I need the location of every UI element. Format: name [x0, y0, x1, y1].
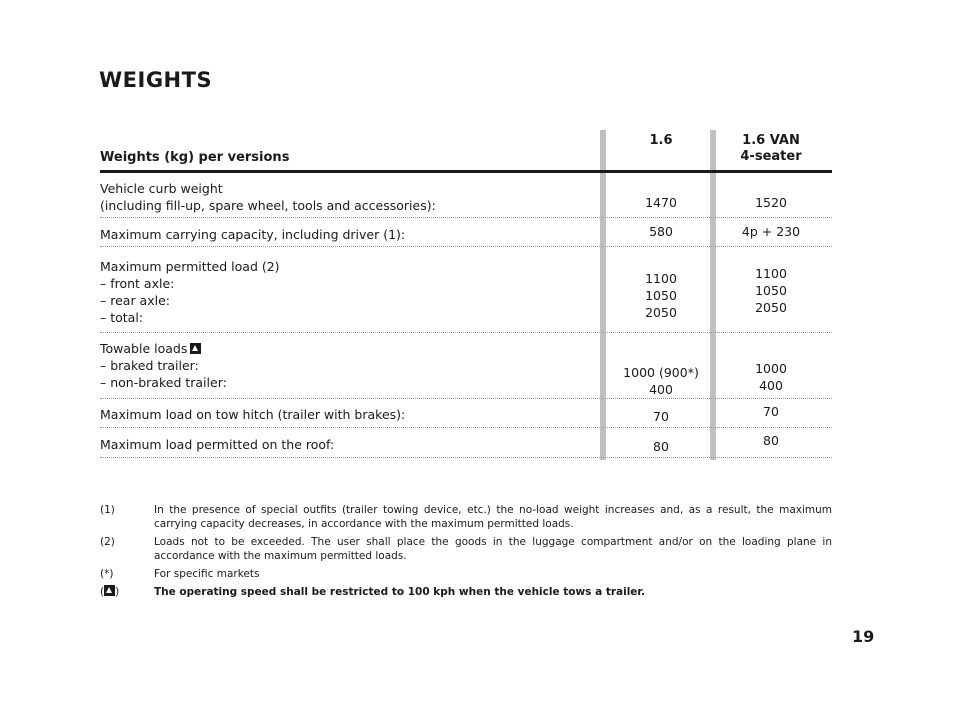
column-header-1-6-van: 1.6 VAN 4-seater: [740, 133, 802, 164]
footnotes: [100, 503, 832, 603]
page-number: 19: [852, 627, 875, 646]
column-header-1-6: 1.6: [649, 133, 673, 148]
warning-triangle-icon: [104, 585, 115, 596]
table-row-carrying-capacity: Maximum carrying capacity, including driver (1): 580 4p + 230: [100, 217, 832, 247]
table-header-rule: [100, 170, 832, 173]
footnote-star: (*) For specific markets: [100, 568, 260, 580]
value-1-6: 1470: [645, 195, 677, 210]
value-1-6: 580: [649, 224, 673, 239]
values-1-6: 1000 (900*) 400: [623, 365, 699, 397]
footnote-tow-warning: ( ) The operating speed shall be restricted to 100 kph when the vehicle tows a trailer.: [100, 586, 646, 598]
table-header-label: Weights (kg) per versions: [100, 150, 290, 165]
values-1-6-van: 1000 400: [755, 361, 787, 393]
footnote-2: (2) Loads not to be exceeded. The user shall place the goods in the luggage compartment and/or on the loading plane in accordance with the maximum permitted loads.: [100, 536, 832, 562]
table-row-towable-loads: Towable loads – braked trailer: – non-braked trailer: 1000 (900*) 400 1000 400: [100, 332, 832, 399]
value-1-6-van: 80: [763, 433, 779, 448]
value-1-6-van: 70: [763, 404, 779, 419]
value-1-6-van: 1520: [755, 195, 787, 210]
values-1-6-van: 1100 1050 2050: [755, 266, 787, 315]
table-row-roof-load: Maximum load permitted on the roof: 80 80: [100, 427, 832, 458]
table-row-curb-weight: Vehicle curb weight (including fill-up, spare wheel, tools and accessories): 1470 1520: [100, 178, 832, 218]
values-1-6: 1100 1050 2050: [645, 271, 677, 320]
value-1-6-van: 4p + 230: [741, 224, 801, 239]
value-1-6: 70: [653, 409, 669, 424]
value-1-6: 80: [653, 439, 669, 454]
footnote-1: (1) In the presence of special outfits (trailer towing device, etc.) the no-load weight increases and, as a result, the maximum carrying capacity decreases, in accordance with the maximum permitted loads.: [100, 504, 832, 530]
table-row-tow-hitch: Maximum load on tow hitch (trailer with brakes): 70 70: [100, 398, 832, 428]
table-row-permitted-load: Maximum permitted load (2) – front axle: – rear axle: – total: 1100 1050 2050 1100 1050 2050: [100, 246, 832, 333]
warning-triangle-icon: [190, 343, 201, 354]
page-title: WEIGHTS: [99, 68, 213, 92]
